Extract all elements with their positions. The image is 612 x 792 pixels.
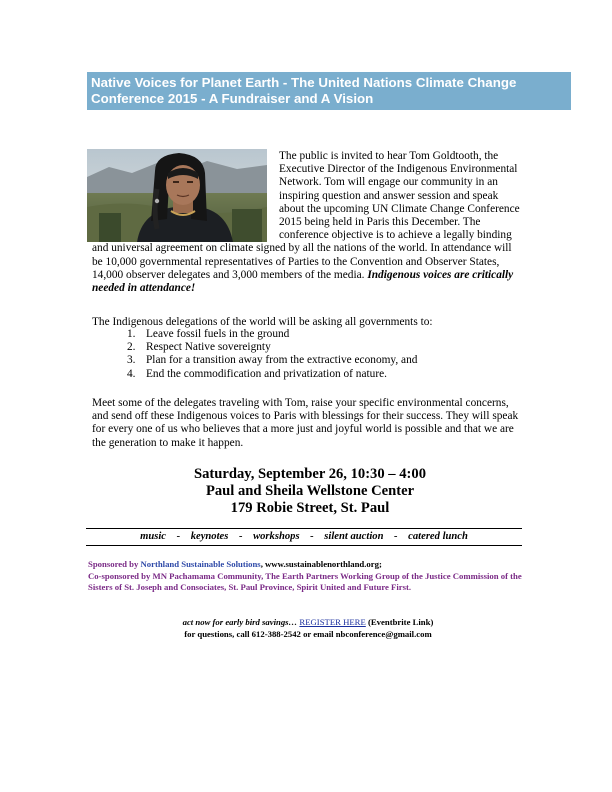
- eventbrite-note: (Eventbrite Link): [365, 617, 434, 627]
- list-item-number: 3.: [127, 354, 136, 367]
- contact-line: for questions, call 612-388-2542 or email nbconference@gmail.com: [184, 628, 432, 639]
- list-item-text: Respect Native sovereignty: [146, 341, 271, 354]
- divider: [86, 528, 522, 529]
- list-item-text: Leave fossil fuels in the ground: [146, 328, 290, 340]
- cosponsor-line: Co-sponsored by MN Pachamama Community, The Earth Partners Working Group of the Justice Commission of the Sisters of St. Joseph and Consociates, St. Paul Province, Spirit United and Future First.: [88, 570, 522, 593]
- demands-list: [127, 328, 507, 381]
- early-bird-text: act now for early bird savings…: [182, 617, 300, 627]
- divider: [86, 545, 522, 546]
- call-to-action: [88, 617, 528, 640]
- register-line: [88, 617, 528, 629]
- sponsor-prefix: Sponsored by: [88, 559, 141, 569]
- list-item-number: 2.: [127, 341, 136, 354]
- list-item: [127, 328, 507, 341]
- register-link[interactable]: REGISTER HERE: [299, 617, 366, 627]
- intro-text: The public is invited to hear Tom Goldtooth, the Executive Director of the Indigenous Environmental Network. Tom will engage our community in an inspiring question and answer session and speak about the upcoming UN Climate Change Conference 2015 being held in Paris this December. The conference objective is to achieve a legally binding and universal agreement on climate signed by all the nations of the world. In attendance will be 10,000 governmental representatives of Parties to the Convention and Observer States, 14,000 observer delegates and 3,000 members of the media.: [92, 150, 520, 281]
- sponsor-line: [88, 559, 528, 571]
- sponsor-url: , www.sustainablenorthland.org;: [260, 559, 382, 569]
- sponsors: [88, 559, 528, 594]
- closing-text: Meet some of the delegates traveling with Tom, raise your specific environmental concerns, and send off these Indigenous voices to Paris with blessings for their success. They will speak for every one of us who believes that a more just and joyful world is possible and that we are the generation to make it happen.: [92, 397, 519, 449]
- ask-text: The Indigenous delegations of the world will be asking all governments to:: [92, 316, 433, 328]
- list-item: [127, 354, 507, 367]
- list-item: [127, 341, 507, 354]
- sponsor-name: Northland Sustainable Solutions: [140, 559, 261, 569]
- event-venue: Paul and Sheila Wellstone Center: [205, 482, 415, 499]
- title-banner: [87, 72, 571, 110]
- event-details: [92, 466, 528, 516]
- event-address: 179 Robie Street, St. Paul: [230, 499, 390, 516]
- intro-emphasis: Indigenous voices are critically needed in attendance!: [92, 268, 514, 295]
- list-item-text: End the commodification and privatization of nature.: [146, 367, 387, 380]
- event-date-time: Saturday, September 26, 10:30 – 4:00: [193, 466, 426, 482]
- list-item: [127, 368, 507, 381]
- page-title: Native Voices for Planet Earth - The United Nations Climate Change Conference 2015 - A Fundraiser and A Vision: [91, 75, 517, 106]
- list-item-text: Plan for a transition away from the extractive economy, and: [146, 354, 418, 367]
- event-features: music - keynotes - workshops - silent auction - catered lunch: [140, 531, 468, 542]
- intro-paragraph: [92, 150, 520, 295]
- list-item-number: 1.: [127, 328, 136, 340]
- closing-paragraph: [92, 397, 522, 450]
- list-item-number: 4.: [127, 367, 136, 380]
